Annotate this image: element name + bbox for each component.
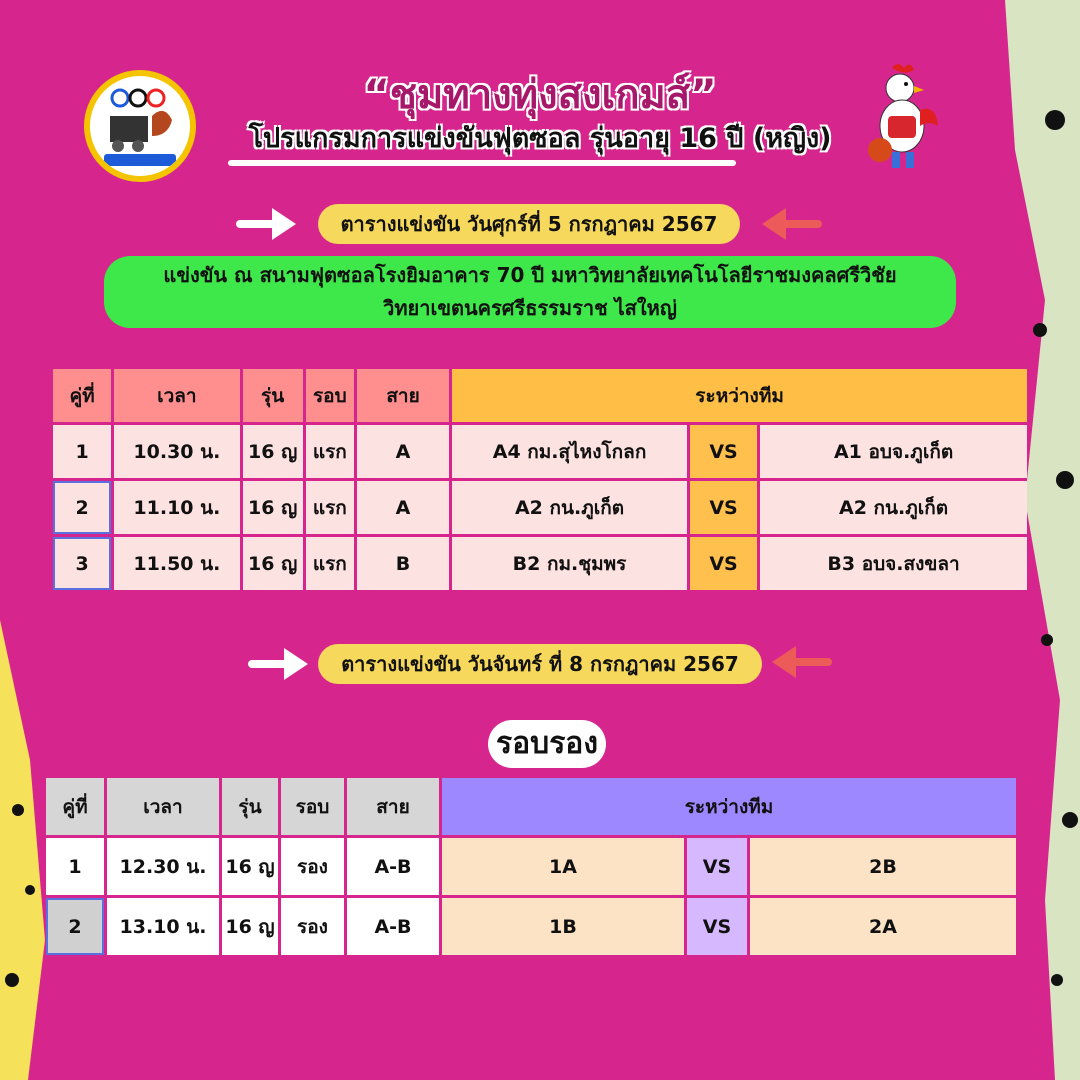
- pair-cell: 2: [46, 898, 104, 955]
- header-teams: ระหว่างทีม: [452, 369, 1027, 422]
- arrow-left-icon: [770, 642, 832, 682]
- vs-cell: VS: [690, 481, 757, 534]
- schedule-table-monday: [43, 775, 1019, 958]
- group-cell: A-B: [347, 838, 439, 895]
- pair-cell: 1: [53, 425, 111, 478]
- round-cell: รอง: [281, 898, 344, 955]
- table-row: [53, 481, 1027, 534]
- time-cell: 11.50 น.: [114, 537, 239, 590]
- rooster-mascot-icon: [862, 60, 942, 176]
- time-cell: 10.30 น.: [114, 425, 239, 478]
- team2-cell: 2A: [750, 898, 1016, 955]
- date-label-friday: ตารางแข่งขัน วันศุกร์ที่ 5 กรกฎาคม 2567: [318, 204, 740, 244]
- vs-cell: VS: [687, 898, 747, 955]
- table-header-row: [53, 369, 1027, 422]
- venue-line-1: แข่งขัน ณ สนามฟุตซอลโรงยิมอาคาร 70 ปี มหาวิทยาลัยเทคโนโลยีราชมงคลศรีวิชัย: [163, 263, 897, 287]
- title-underline: [228, 160, 736, 166]
- venue-banner: [104, 256, 956, 328]
- table-row: [53, 425, 1027, 478]
- schedule-table-friday: [50, 366, 1030, 593]
- team1-cell: A2 กน.ภูเก็ต: [452, 481, 687, 534]
- header-class: รุ่น: [222, 778, 278, 835]
- pair-cell: 1: [46, 838, 104, 895]
- header-time: เวลา: [114, 369, 239, 422]
- vs-cell: VS: [690, 537, 757, 590]
- round-title: รอบรอง: [488, 720, 606, 768]
- round-cell: แรก: [306, 425, 354, 478]
- header-teams: ระหว่างทีม: [442, 778, 1016, 835]
- event-title: “ชุมทางทุ่งสงเกมส์”: [363, 72, 717, 118]
- header-time: เวลา: [107, 778, 219, 835]
- team2-cell: 2B: [750, 838, 1016, 895]
- header-round: รอบ: [306, 369, 354, 422]
- table-row: [53, 537, 1027, 590]
- table-row: [46, 898, 1016, 955]
- team1-cell: 1B: [442, 898, 684, 955]
- pair-cell: 3: [53, 537, 111, 590]
- program-subtitle: โปรแกรมการแข่งขันฟุตซอล รุ่นอายุ 16 ปี (หญิง): [248, 123, 832, 154]
- vs-cell: VS: [690, 425, 757, 478]
- team2-cell: A1 อบจ.ภูเก็ต: [760, 425, 1027, 478]
- time-cell: 11.10 น.: [114, 481, 239, 534]
- class-cell: 16 ญ: [243, 537, 303, 590]
- round-cell: รอง: [281, 838, 344, 895]
- header-pair: คู่ที่: [53, 369, 111, 422]
- round-cell: แรก: [306, 537, 354, 590]
- group-cell: A-B: [347, 898, 439, 955]
- class-cell: 16 ญ: [243, 481, 303, 534]
- group-cell: A: [357, 425, 449, 478]
- group-cell: B: [357, 537, 449, 590]
- table-header-row: [46, 778, 1016, 835]
- team1-cell: B2 กม.ชุมพร: [452, 537, 687, 590]
- table-row: [46, 838, 1016, 895]
- header-pair: คู่ที่: [46, 778, 104, 835]
- header-group: สาย: [347, 778, 439, 835]
- vs-cell: VS: [687, 838, 747, 895]
- team2-cell: A2 กน.ภูเก็ต: [760, 481, 1027, 534]
- group-cell: A: [357, 481, 449, 534]
- class-cell: 16 ญ: [243, 425, 303, 478]
- header-round: รอบ: [281, 778, 344, 835]
- date-label-monday: ตารางแข่งขัน วันจันทร์ ที่ 8 กรกฎาคม 2567: [318, 644, 762, 684]
- time-cell: 13.10 น.: [107, 898, 219, 955]
- header-group: สาย: [357, 369, 449, 422]
- venue-line-2: วิทยาเขตนครศรีธรรมราช ไสใหญ่: [383, 296, 677, 320]
- arrow-right-icon: [236, 204, 298, 244]
- class-cell: 16 ญ: [222, 898, 278, 955]
- team1-cell: 1A: [442, 838, 684, 895]
- team1-cell: A4 กม.สุไหงโกลก: [452, 425, 687, 478]
- team2-cell: B3 อบจ.สงขลา: [760, 537, 1027, 590]
- arrow-left-icon: [760, 204, 822, 244]
- time-cell: 12.30 น.: [107, 838, 219, 895]
- header-class: รุ่น: [243, 369, 303, 422]
- round-cell: แรก: [306, 481, 354, 534]
- class-cell: 16 ญ: [222, 838, 278, 895]
- pair-cell: 2: [53, 481, 111, 534]
- arrow-right-icon: [248, 644, 310, 684]
